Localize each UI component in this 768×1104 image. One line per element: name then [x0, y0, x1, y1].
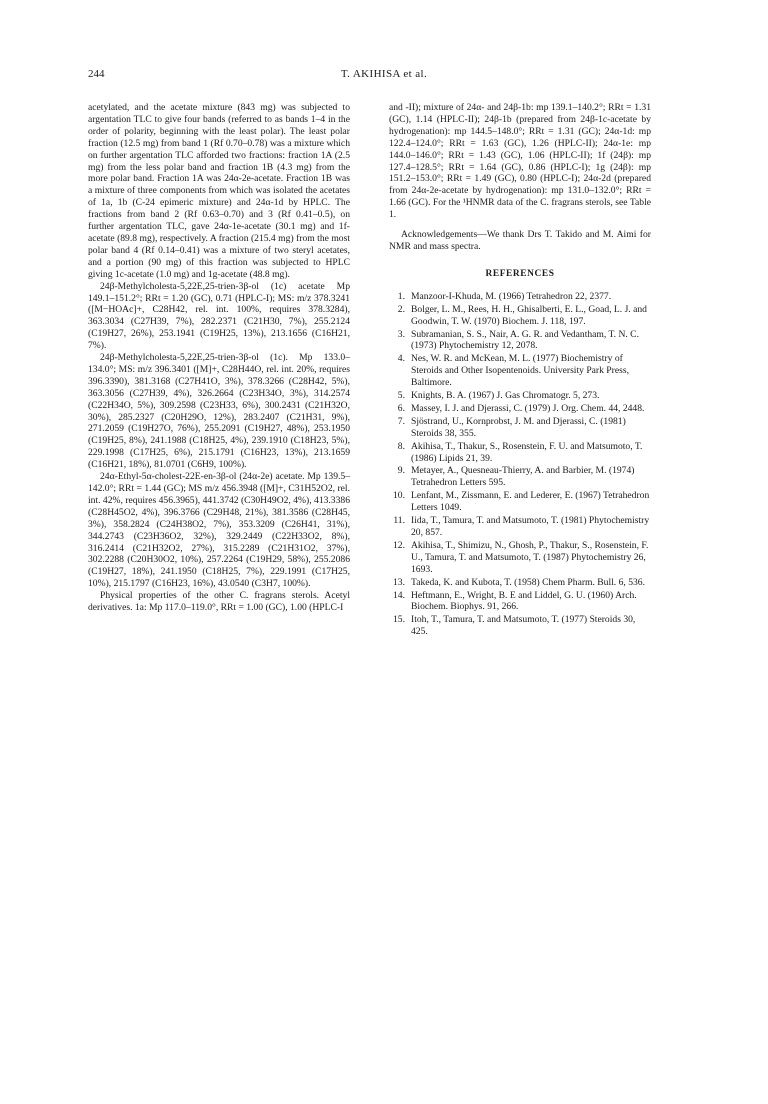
reference-text: Itoh, T., Tamura, T. and Matsumoto, T. (1977) Steroids 30, 425.	[411, 614, 636, 638]
reference-number: 3.	[397, 328, 405, 340]
reference-item	[389, 577, 651, 589]
reference-item	[389, 614, 651, 638]
reference-number: 13.	[393, 576, 405, 588]
reference-item	[389, 540, 651, 576]
reference-text: Iida, T., Tamura, T. and Matsumoto, T. (1981) Phytochemistry 20, 857.	[411, 515, 650, 538]
running-head: T. AKIHISA et al.	[340, 68, 428, 80]
compound-1c-paragraph: 24β-Methylcholesta-5,22E,25-trien-3β-ol (1c). Mp 133.0–134.0°; MS: m/z 396.3401 ([M]+, C28H44O, rel. int. 20%, requires 396.3390), 381.3168 (C27H41O, 3%), 378.3266 (C28H42, 5%), 363.3056 (C27H39, 4%), 326.2664 (C23H34O, 3%), 314.2574 (C22H34O, 5%), 309.2598 (C23H33, 6%), 300.2431 (C21H32O, 30%), 285.2327 (C20H29O, 12%), 283.2407 (C21H31, 9%), 271.2059 (C19H27O, 76%), 255.2091 (C19H27, 48%), 253.1950 (C19H25, 8%), 241.1988 (C18H25, 4%), 239.1910 (C18H23, 5%), 229.1998 (C17H25, 6%), 215.1791 (C16H23, 13%), 213.1659 (C16H21, 18%), 81.0701 (C6H9, 100%).	[88, 352, 350, 471]
reference-number: 14.	[393, 589, 405, 601]
reference-text: Akihisa, T., Thakur, S., Rosenstein, F. U. and Matsumoto, T. (1986) Lipids 21, 39.	[411, 440, 643, 464]
reference-number: 2.	[397, 303, 405, 315]
right-column	[389, 102, 651, 639]
physical-properties-paragraph: Physical properties of the other C. fragrans sterols. Acetyl derivatives. 1a: Mp 117.0–119.0°, RRt = 1.00 (GC), 1.00 (HPLC-I	[88, 590, 350, 614]
reference-text: Nes, W. R. and McKean, M. L. (1977) Biochemistry of Steroids and Other Isopentenoids. University Park Press, Baltimore.	[411, 353, 629, 389]
reference-text: Takeda, K. and Kubota, T. (1958) Chem Pharm. Bull. 6, 536.	[411, 576, 645, 588]
reference-item	[389, 416, 651, 440]
left-column	[88, 102, 350, 614]
reference-number: 11.	[393, 515, 405, 527]
compound-1c-acetate-paragraph: 24β-Methylcholesta-5,22E,25-trien-3β-ol (1c) acetate Mp 149.1–151.2°; RRt = 1.20 (GC), 0.71 (HPLC-I); MS: m/z 378.3241 ([M−HOAc]+, C28H42, rel. int. 100%, requires 378.3284), 363.3034 (C27H39, 7%), 282.2371 (C21H30, 7%), 255.2124 (C19H27, 26%), 253.1941 (C19H25, 13%), 213.1656 (C16H21, 7%).	[88, 280, 350, 352]
references-list	[389, 291, 651, 638]
reference-text: Heftmann, E., Wright, B. E and Liddel, G. U. (1960) Arch. Biochem. Biophys. 91, 266.	[411, 589, 637, 613]
reference-number: 10.	[393, 490, 405, 502]
reference-item	[389, 329, 651, 353]
reference-text: Manzoor-I-Khuda, M. (1966) Tetrahedron 22, 2377.	[411, 290, 612, 302]
reference-text: Lenfant, M., Zissmann, E. and Lederer, E. (1967) Tetrahedron Letters 1049.	[411, 490, 650, 514]
reference-text: Sjöstrand, U., Kornprobst, J. M. and Djerassi, C. (1981) Steroids 38, 355.	[411, 415, 626, 439]
reference-item	[389, 590, 651, 614]
reference-text: Metayer, A., Quesneau-Thierry, A. and Barbier, M. (1974) Tetrahedron Letters 595.	[411, 465, 635, 489]
reference-number: 6.	[397, 402, 405, 414]
reference-text: Massey, I. J. and Djerassi, C. (1979) J. Org. Chem. 44, 2448.	[411, 402, 645, 414]
reference-text: Subramanian, S. S., Nair, A. G. R. and Vedantham, T. N. C. (1973) Phytochemistry 12, 2078.	[411, 328, 639, 352]
reference-number: 1.	[397, 290, 405, 302]
acknowledgements: Acknowledgements—We thank Drs T. Takido and M. Aimi for NMR and mass spectra.	[389, 229, 651, 252]
reference-number: 7.	[397, 415, 405, 427]
reference-number: 8.	[397, 440, 405, 452]
reference-number: 12.	[393, 539, 405, 551]
reference-item	[389, 515, 651, 539]
page-number: 244	[88, 68, 105, 80]
reference-text: Bolger, L. M., Rees, H. H., Ghisalberti, E. L., Goad, L. J. and Goodwin, T. W. (1970) Biochem. J. 118, 197.	[411, 303, 647, 327]
references-heading: REFERENCES	[485, 268, 555, 279]
experimental-paragraph: acetylated, and the acetate mixture (843 mg) was subjected to argentation TLC to give four bands (referred to as bands 1–4 in the order of polarity, beginning with the least polar). The least polar fraction (12.5 mg) from band 1 (Rf 0.70–0.78) was a mixture which on further argentation TLC afforded two fractions: fraction 1A (2.5 mg) from the less polar band and fraction 1B (4.3 mg) from the more polar band. Fraction 1A was 24α-2e-acetate. Fraction 1B was a mixture of three components from which was isolated the acetates of 1a, 1b (C-24 epimeric mixture) and 24α-1d by HPLC. The fractions from band 2 (Rf 0.63–0.70) and 3 (Rf 0.41–0.5), on further argentation TLC, gave 24α-1e-acetate (30.1 mg) and 1f-acetate (89.8 mg), respectively. A fraction (215.4 mg) from the most polar band 4 (Rf 0.14–0.41) was a mixture of two steryl acetates, and a portion (90 mg) of this fraction was subjected to HPLC giving 1c-acetate (1.0 mg) and 1g-acetate (48.8 mg).	[88, 102, 350, 280]
reference-text: Akihisa, T., Shimizu, N., Ghosh, P., Thakur, S., Rosenstein, F. U., Tamura, T. and Matsumoto, T. (1987) Phytochemistry 26, 1693.	[411, 539, 649, 575]
physical-properties-continuation: and -II); mixture of 24α- and 24β-1b: mp 139.1–140.2°; RRt = 1.31 (GC), 1.14 (HPLC-II); 24β-1b (prepared from 24β-1c-acetate by hydrogenation): mp 144.5–148.0°; RRt = 1.31 (GC); 24α-1d: mp 122.4–124.0°; RRt = 1.63 (GC), 1.26 (HPLC-II); 24α-1e: mp 144.0–146.0°; RRt = 1.43 (GC), 1.06 (HPLC-II); 1f (24β): mp 127.4–128.5°; RRt = 1.64 (GC), 0.86 (HPLC-I); 1g (24β): mp 151.2–153.0°; RRt = 1.49 (GC), 0.80 (HPLC-I); 24α-2d (prepared from 24α-2e-acetate by hydrogenation): mp 131.0–132.0°; RRt = 1.66 (GC). For the ¹HNMR data of the C. fragrans sterols, see Table 1.	[389, 102, 651, 221]
reference-item	[389, 304, 651, 328]
reference-item	[389, 490, 651, 514]
reference-text: Knights, B. A. (1967) J. Gas Chromatogr. 5, 273.	[411, 390, 600, 402]
reference-number: 4.	[397, 353, 405, 365]
reference-item	[389, 403, 651, 415]
reference-item	[389, 441, 651, 465]
reference-number: 9.	[397, 465, 405, 477]
reference-number: 15.	[393, 614, 405, 626]
reference-item	[389, 353, 651, 389]
reference-item	[389, 465, 651, 489]
compound-24a-2e-acetate-paragraph: 24α-Ethyl-5α-cholest-22E-en-3β-ol (24α-2e) acetate. Mp 139.5–142.0°; RRt = 1.44 (GC); MS m/z 456.3948 ([M]+, C31H52O2, rel. int. 42%, requires 456.3965), 441.3742 (C30H49O2, 4%), 413.3386 (C28H45O2, 4%), 396.3766 (C29H48, 21%), 381.3586 (C28H45, 3%), 358.2824 (C24H38O2, 7%), 353.3209 (C26H41, 31%), 344.2743 (C23H36O2, 32%), 329.2449 (C22H33O2, 8%), 316.2414 (C21H32O2, 27%), 315.2289 (C21H31O2, 37%), 302.2288 (C20H30O2, 10%), 257.2264 (C19H29, 58%), 255.2086 (C19H27, 18%), 241.1950 (C18H25, 7%), 229.1991 (C17H25, 10%), 215.1797 (C16H23, 16%), 43.0540 (C3H7, 100%).	[88, 471, 350, 590]
reference-number: 5.	[397, 390, 405, 402]
reference-item	[389, 390, 651, 402]
reference-item	[389, 291, 651, 303]
